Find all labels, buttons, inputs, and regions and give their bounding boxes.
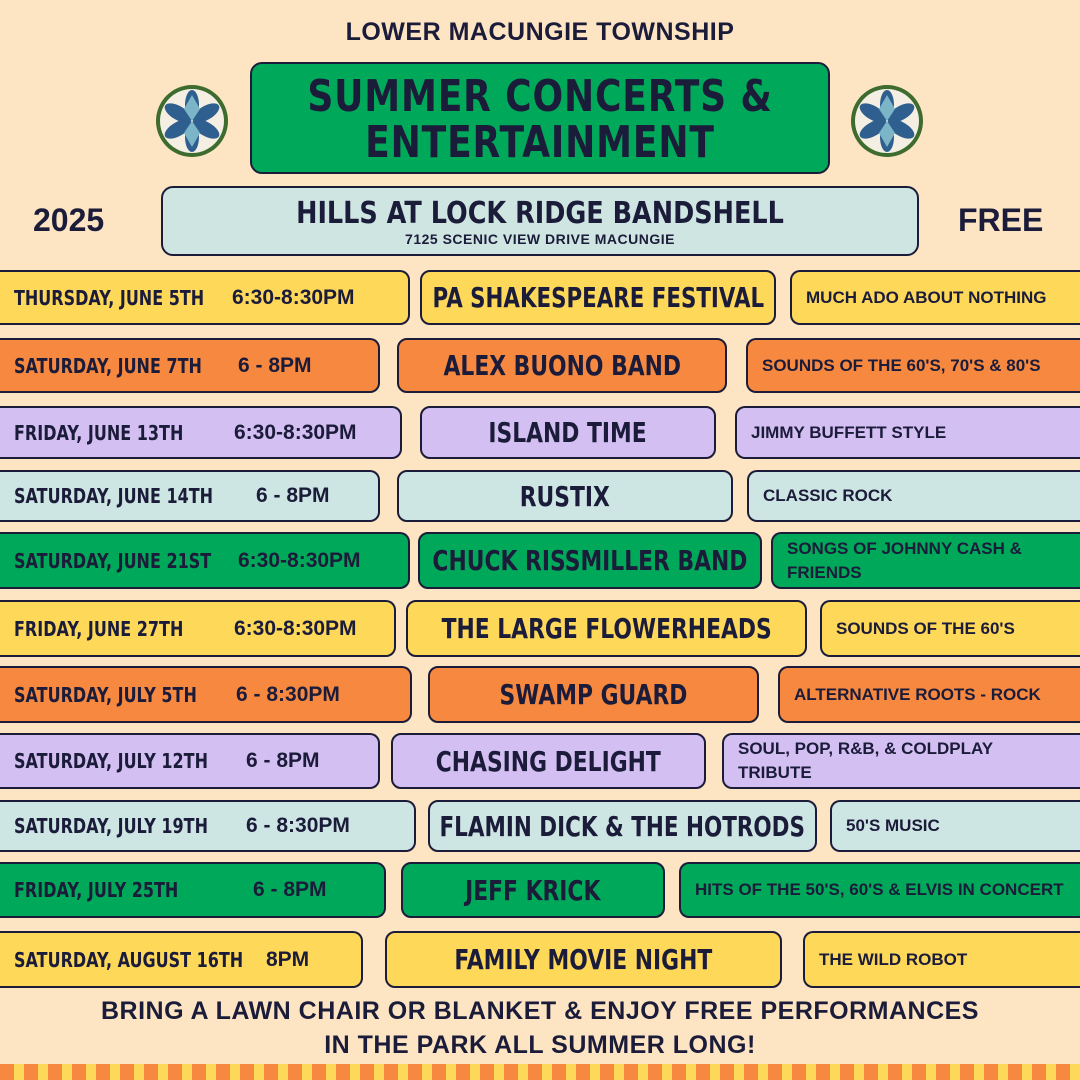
event-description: [747, 470, 1080, 522]
title-line-1: SUMMER CONCERTS &: [307, 71, 773, 122]
event-description: [778, 666, 1080, 723]
event-act: [418, 532, 762, 589]
event-description: [746, 338, 1080, 393]
event-description-text: 50'S MUSIC: [846, 816, 940, 835]
event-act: [406, 600, 807, 657]
event-act-name: JEFF KRICK: [465, 873, 601, 907]
event-description: [803, 931, 1080, 988]
event-act-name: FAMILY MOVIE NIGHT: [454, 943, 713, 976]
event-date-time: [0, 470, 380, 522]
title-line-2: ENTERTAINMENT: [365, 117, 715, 168]
event-description-text: SONGS OF JOHNNY CASH & FRIENDS: [787, 538, 1022, 582]
event-date: SATURDAY, AUGUST 16TH: [14, 947, 244, 972]
footer-message: [0, 994, 1080, 1062]
flower-of-life-icon: [154, 83, 230, 159]
event-time: 6 - 8PM: [238, 353, 312, 377]
event-time: 6:30-8:30PM: [234, 420, 357, 444]
event-time: 8PM: [266, 947, 310, 971]
event-time: 6:30-8:30PM: [232, 285, 355, 309]
event-description: [735, 406, 1080, 459]
event-date-time: [0, 270, 410, 325]
venue-address: 7125 SCENIC VIEW DRIVE MACUNGIE: [405, 231, 675, 247]
event-date-time: [0, 800, 416, 852]
event-act: [391, 733, 706, 789]
event-date-time: [0, 600, 396, 657]
event-description-text: SOUNDS OF THE 60'S: [836, 618, 1015, 638]
event-act-name: PA SHAKESPEARE FESTIVAL: [432, 281, 764, 314]
event-date-time: [0, 338, 380, 393]
event-description: [820, 600, 1080, 657]
event-act-name: ALEX BUONO BAND: [443, 349, 681, 382]
event-time: 6 - 8PM: [253, 878, 327, 901]
event-title: [250, 62, 830, 174]
event-date-time: [0, 931, 363, 988]
event-date: SATURDAY, JUNE 14TH: [14, 484, 214, 508]
event-time: 6:30-8:30PM: [234, 616, 357, 640]
venue-name: HILLS AT LOCK RIDGE BANDSHELL: [296, 196, 784, 231]
event-description-text: SOUL, POP, R&B, & COLDPLAY TRIBUTE: [738, 739, 993, 782]
event-act: [428, 800, 817, 852]
event-act-name: CHASING DELIGHT: [435, 744, 662, 778]
event-act-name: CHUCK RISSMILLER BAND: [432, 544, 748, 577]
flower-of-life-icon-left: [154, 83, 230, 159]
event-act: [385, 931, 782, 988]
event-description-text: CLASSIC ROCK: [763, 486, 893, 505]
event-date-time: [0, 406, 402, 459]
flower-of-life-icon-right: [849, 83, 925, 159]
event-act-name: ISLAND TIME: [488, 416, 648, 449]
event-act-name: FLAMIN DICK & THE HOTRODS: [439, 809, 806, 843]
event-act-name: RUSTIX: [519, 479, 611, 513]
event-date: SATURDAY, JUNE 21ST: [14, 548, 212, 573]
event-date-time: [0, 733, 380, 789]
event-date: FRIDAY, JUNE 27TH: [14, 616, 184, 641]
event-description-text: HITS OF THE 50'S, 60'S & ELVIS IN CONCERT: [695, 880, 1064, 899]
footer-line-1: BRING A LAWN CHAIR OR BLANKET & ENJOY FREE PERFORMANCES: [100, 997, 979, 1025]
event-description: [790, 270, 1080, 325]
event-act-name: THE LARGE FLOWERHEADS: [441, 612, 772, 645]
decorative-stripe: [0, 1064, 1080, 1080]
event-description-text: THE WILD ROBOT: [819, 949, 968, 969]
free-label: FREE: [958, 202, 1044, 238]
event-time: 6 - 8:30PM: [236, 682, 340, 706]
event-description: [722, 733, 1080, 789]
event-description: [771, 532, 1080, 589]
venue-box: [161, 186, 919, 256]
event-date: THURSDAY, JUNE 5TH: [14, 285, 205, 310]
event-act-name: SWAMP GUARD: [499, 678, 688, 711]
event-act: [401, 862, 665, 918]
event-date: FRIDAY, JUNE 13TH: [14, 420, 184, 445]
event-description-text: MUCH ADO ABOUT NOTHING: [806, 287, 1047, 307]
township-heading: LOWER MACUNGIE TOWNSHIP: [345, 18, 735, 46]
event-act: [420, 270, 776, 325]
footer-line-2: IN THE PARK ALL SUMMER LONG!: [324, 1031, 756, 1059]
event-time: 6 - 8PM: [246, 749, 320, 772]
event-date-time: [0, 862, 386, 918]
event-date: SATURDAY, JULY 5TH: [14, 682, 197, 707]
event-date-time: [0, 532, 410, 589]
event-act: [420, 406, 716, 459]
event-time: 6:30-8:30PM: [238, 548, 361, 572]
year-label: 2025: [33, 202, 105, 238]
event-date: SATURDAY, JUNE 7TH: [14, 353, 202, 378]
event-date: FRIDAY, JULY 25TH: [14, 878, 179, 902]
event-description: [679, 862, 1080, 918]
event-act: [397, 470, 733, 522]
event-date-time: [0, 666, 412, 723]
event-time: 6 - 8:30PM: [246, 814, 350, 837]
event-date: SATURDAY, JULY 19TH: [14, 814, 208, 838]
event-time: 6 - 8PM: [256, 484, 330, 507]
event-description: [830, 800, 1080, 852]
event-description-text: SOUNDS OF THE 60'S, 70'S & 80'S: [762, 355, 1041, 375]
event-description-text: ALTERNATIVE ROOTS - ROCK: [794, 684, 1041, 704]
event-description-text: JIMMY BUFFETT STYLE: [751, 422, 947, 442]
event-act: [428, 666, 759, 723]
flower-of-life-icon: [849, 83, 925, 159]
event-act: [397, 338, 727, 393]
event-date: SATURDAY, JULY 12TH: [14, 749, 208, 773]
